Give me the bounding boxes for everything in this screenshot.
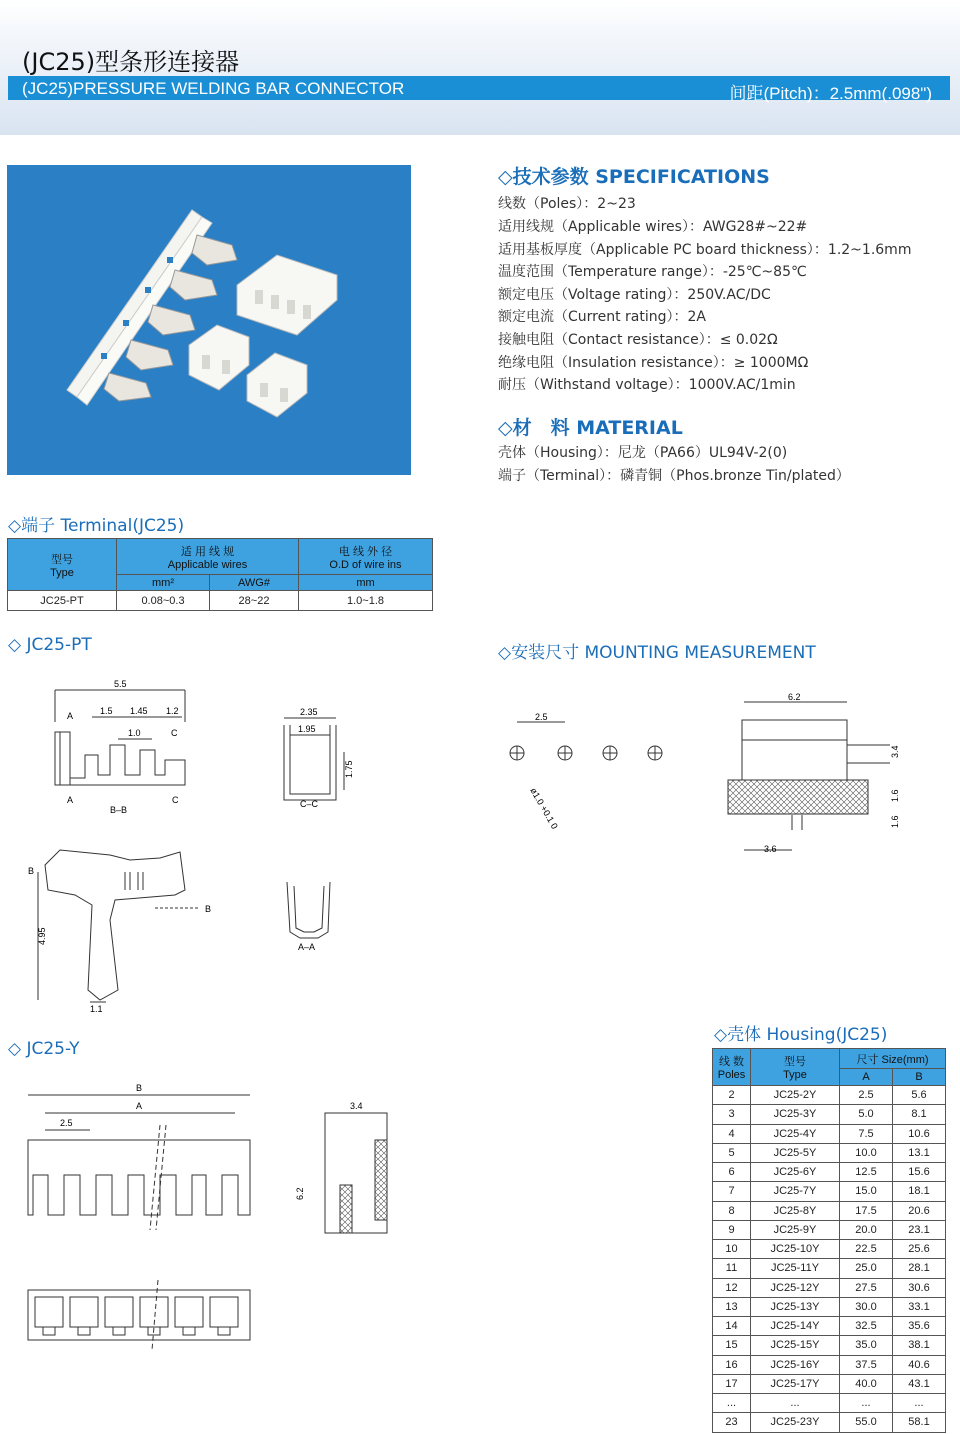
table-cell: JC25-16Y xyxy=(751,1355,840,1374)
mount-hole-dia: ø1.0 +0.1 0 xyxy=(528,786,560,831)
table-cell: ... xyxy=(893,1394,946,1413)
table-cell: 18.1 xyxy=(893,1182,946,1201)
table-cell: 43.1 xyxy=(893,1374,946,1393)
mount-dim-3-6: 3.6 xyxy=(764,844,777,854)
table-cell: 58.1 xyxy=(893,1413,946,1432)
table-cell: 2.5 xyxy=(840,1086,893,1105)
table-cell: 12.5 xyxy=(840,1163,893,1182)
table-row xyxy=(713,1086,946,1105)
dim-5-5: 5.5 xyxy=(114,679,127,689)
material-terminal: 端子（Terminal）：磷青铜（Phos.bronze Tin/plated） xyxy=(498,468,850,484)
table-cell: JC25-5Y xyxy=(751,1143,840,1162)
pt-drawing xyxy=(0,660,480,1020)
table-cell: 15 xyxy=(713,1336,751,1355)
table-cell: 38.1 xyxy=(893,1336,946,1355)
table-cell: 15.6 xyxy=(893,1163,946,1182)
th-size: 尺寸 Size(mm) xyxy=(840,1049,946,1069)
mount-dim-6-2: 6.2 xyxy=(788,692,801,702)
material-heading: ◇材 料 MATERIAL xyxy=(498,417,683,439)
table-row xyxy=(713,1163,946,1182)
table-cell: JC25-4Y xyxy=(751,1124,840,1143)
table-cell: 8.1 xyxy=(893,1105,946,1124)
material-housing: 壳体（Housing）：尼龙（PA66）UL94V-2(0) xyxy=(498,445,788,461)
y-drawing xyxy=(0,1075,420,1365)
label-a-top: A xyxy=(67,711,74,721)
table-cell: 6 xyxy=(713,1163,751,1182)
mount-dim-3-4: 3.4 xyxy=(890,745,900,758)
th-mm: mm xyxy=(299,575,433,591)
table-row xyxy=(713,1394,946,1413)
th-od: 电 线 外 径 O.D of wire ins xyxy=(299,539,433,575)
table-cell: JC25-12Y xyxy=(751,1278,840,1297)
label-b-left: B xyxy=(28,866,35,876)
y-label-a: A xyxy=(136,1101,143,1111)
table-cell: 12 xyxy=(713,1278,751,1297)
table-row xyxy=(713,1278,946,1297)
table-row xyxy=(713,1413,946,1432)
pt-heading: ◇ JC25-PT xyxy=(8,635,92,655)
table-cell: 20.6 xyxy=(893,1201,946,1220)
th-wires: 适 用 线 规 Applicable wires xyxy=(117,539,299,575)
table-cell: 55.0 xyxy=(840,1413,893,1432)
table-row xyxy=(713,1336,946,1355)
label-a-bottom: A xyxy=(67,795,74,805)
spec-temp: 温度范围（Temperature range）：-25℃~85℃ xyxy=(498,264,807,280)
table-row xyxy=(713,1240,946,1259)
th-htype: 型号 Type xyxy=(751,1049,840,1086)
table-cell: 35.0 xyxy=(840,1336,893,1355)
table-cell: JC25-2Y xyxy=(751,1086,840,1105)
table-cell: 33.1 xyxy=(893,1297,946,1316)
y-heading: ◇ JC25-Y xyxy=(8,1039,80,1059)
th-poles: 线 数 Poles xyxy=(713,1049,751,1086)
english-title: (JC25)PRESSURE WELDING BAR CONNECTOR xyxy=(22,79,405,98)
table-row xyxy=(713,1105,946,1124)
th-b: B xyxy=(893,1069,946,1086)
table-cell: 10 xyxy=(713,1240,751,1259)
dim-1-95: 1.95 xyxy=(298,724,316,734)
dim-2-35: 2.35 xyxy=(300,707,318,717)
table-cell: 2 xyxy=(713,1086,751,1105)
table-cell: 30.0 xyxy=(840,1297,893,1316)
table-row: JC25-PT 0.08~0.3 28~22 1.0~1.8 xyxy=(8,591,433,611)
table-cell: JC25-13Y xyxy=(751,1297,840,1316)
table-cell: JC25-8Y xyxy=(751,1201,840,1220)
table-cell: 35.6 xyxy=(893,1317,946,1336)
table-cell: 37.5 xyxy=(840,1355,893,1374)
table-cell: 10.6 xyxy=(893,1124,946,1143)
mount-dim-1-6a: 1.6 xyxy=(890,789,900,802)
table-cell: 7.5 xyxy=(840,1124,893,1143)
table-row xyxy=(713,1297,946,1316)
mount-dim-1-6b: 1.6 xyxy=(890,815,900,828)
table-cell: 11 xyxy=(713,1259,751,1278)
label-cc: C–C xyxy=(300,799,319,809)
dim-1-75: 1.75 xyxy=(344,760,354,778)
spec-contact: 接触电阻（Contact resistance）：≤ 0.02Ω xyxy=(498,332,778,348)
table-cell: JC25-10Y xyxy=(751,1240,840,1259)
pitch-label: 间距(Pitch)：2.5mm(.098") xyxy=(729,84,932,103)
table-cell: ... xyxy=(713,1394,751,1413)
spec-withstand: 耐压（Withstand voltage）：1000V.AC/1min xyxy=(498,377,796,393)
y-dim-6-2: 6.2 xyxy=(295,1187,305,1200)
table-cell: JC25-15Y xyxy=(751,1336,840,1355)
y-label-b: B xyxy=(136,1083,143,1093)
spec-wires: 适用线规（Applicable wires）：AWG28#~22# xyxy=(498,219,808,235)
table-cell: 10.0 xyxy=(840,1143,893,1162)
table-row xyxy=(713,1259,946,1278)
table-cell: 40.0 xyxy=(840,1374,893,1393)
spec-insulation: 绝缘电阻（Insulation resistance）：≥ 1000MΩ xyxy=(498,355,809,371)
dim-1-2: 1.2 xyxy=(166,706,179,716)
th-awg: AWG# xyxy=(210,575,299,591)
title-bar xyxy=(8,76,950,103)
table-cell: 30.6 xyxy=(893,1278,946,1297)
mount-dim-2-5: 2.5 xyxy=(535,712,548,722)
table-cell: 14 xyxy=(713,1317,751,1336)
table-cell: 8 xyxy=(713,1201,751,1220)
page-title: (JC25)型条形连接器 xyxy=(22,48,240,76)
table-row xyxy=(713,1220,946,1239)
dim-1-1: 1.1 xyxy=(90,1004,103,1014)
label-c-bottom: C xyxy=(172,795,179,805)
spec-current: 额定电流（Current rating）：2A xyxy=(498,309,706,325)
y-dim-2-5: 2.5 xyxy=(60,1118,73,1128)
table-row xyxy=(713,1355,946,1374)
label-bb: B–B xyxy=(110,805,128,815)
table-row xyxy=(713,1374,946,1393)
label-aa: A–A xyxy=(298,942,316,952)
table-cell: 20.0 xyxy=(840,1220,893,1239)
table-cell: 17 xyxy=(713,1374,751,1393)
label-b-right: B xyxy=(205,904,212,914)
table-cell: 27.5 xyxy=(840,1278,893,1297)
th-a: A xyxy=(840,1069,893,1086)
specs-heading: ◇技术参数 SPECIFICATIONS xyxy=(498,166,770,188)
table-cell: 16 xyxy=(713,1355,751,1374)
table-cell: JC25-23Y xyxy=(751,1413,840,1432)
table-cell: 25.6 xyxy=(893,1240,946,1259)
terminal-heading: ◇端子 Terminal(JC25) xyxy=(8,516,185,536)
th-mm2: mm² xyxy=(117,575,210,591)
label-c-top: C xyxy=(171,728,178,738)
spec-pcb: 适用基板厚度（Applicable PC board thickness）：1.2~1.6mm xyxy=(498,242,912,258)
table-cell: JC25-3Y xyxy=(751,1105,840,1124)
spec-poles: 线数（Poles）：2~23 xyxy=(498,196,636,212)
table-cell: 13.1 xyxy=(893,1143,946,1162)
table-cell: 23.1 xyxy=(893,1220,946,1239)
table-cell: 13 xyxy=(713,1297,751,1316)
table-cell: 3 xyxy=(713,1105,751,1124)
table-cell: 4 xyxy=(713,1124,751,1143)
dim-1-0: 1.0 xyxy=(128,728,141,738)
table-cell: 7 xyxy=(713,1182,751,1201)
table-cell: 25.0 xyxy=(840,1259,893,1278)
housing-table xyxy=(712,1048,946,1433)
th-type: 型号 Type xyxy=(8,539,117,591)
table-cell: JC25-17Y xyxy=(751,1374,840,1393)
table-cell: ... xyxy=(840,1394,893,1413)
y-dim-3-4: 3.4 xyxy=(350,1101,363,1111)
table-cell: 5.0 xyxy=(840,1105,893,1124)
table-cell: 40.6 xyxy=(893,1355,946,1374)
table-cell: JC25-6Y xyxy=(751,1163,840,1182)
housing-heading: ◇壳体 Housing(JC25) xyxy=(714,1025,888,1045)
table-row xyxy=(713,1124,946,1143)
dim-4-95: 4.95 xyxy=(37,927,47,945)
table-row xyxy=(713,1143,946,1162)
table-cell: 28.1 xyxy=(893,1259,946,1278)
table-cell: 17.5 xyxy=(840,1201,893,1220)
table-row xyxy=(713,1182,946,1201)
table-cell: ... xyxy=(751,1394,840,1413)
dim-1-5: 1.5 xyxy=(100,706,113,716)
table-cell: 15.0 xyxy=(840,1182,893,1201)
product-photo xyxy=(7,165,411,475)
table-row xyxy=(713,1201,946,1220)
table-cell: 22.5 xyxy=(840,1240,893,1259)
table-cell: 23 xyxy=(713,1413,751,1432)
mounting-heading: ◇安装尺寸 MOUNTING MEASUREMENT xyxy=(498,643,816,663)
spec-voltage: 额定电压（Voltage rating）：250V.AC/DC xyxy=(498,287,771,303)
mounting-drawing xyxy=(490,670,960,870)
table-cell: JC25-9Y xyxy=(751,1220,840,1239)
table-cell: JC25-7Y xyxy=(751,1182,840,1201)
table-row xyxy=(713,1317,946,1336)
dim-1-45: 1.45 xyxy=(130,706,148,716)
table-cell: JC25-14Y xyxy=(751,1317,840,1336)
table-cell: JC25-11Y xyxy=(751,1259,840,1278)
terminal-table xyxy=(7,538,433,611)
table-cell: 5 xyxy=(713,1143,751,1162)
table-cell: 32.5 xyxy=(840,1317,893,1336)
table-cell: 9 xyxy=(713,1220,751,1239)
table-cell: 5.6 xyxy=(893,1086,946,1105)
